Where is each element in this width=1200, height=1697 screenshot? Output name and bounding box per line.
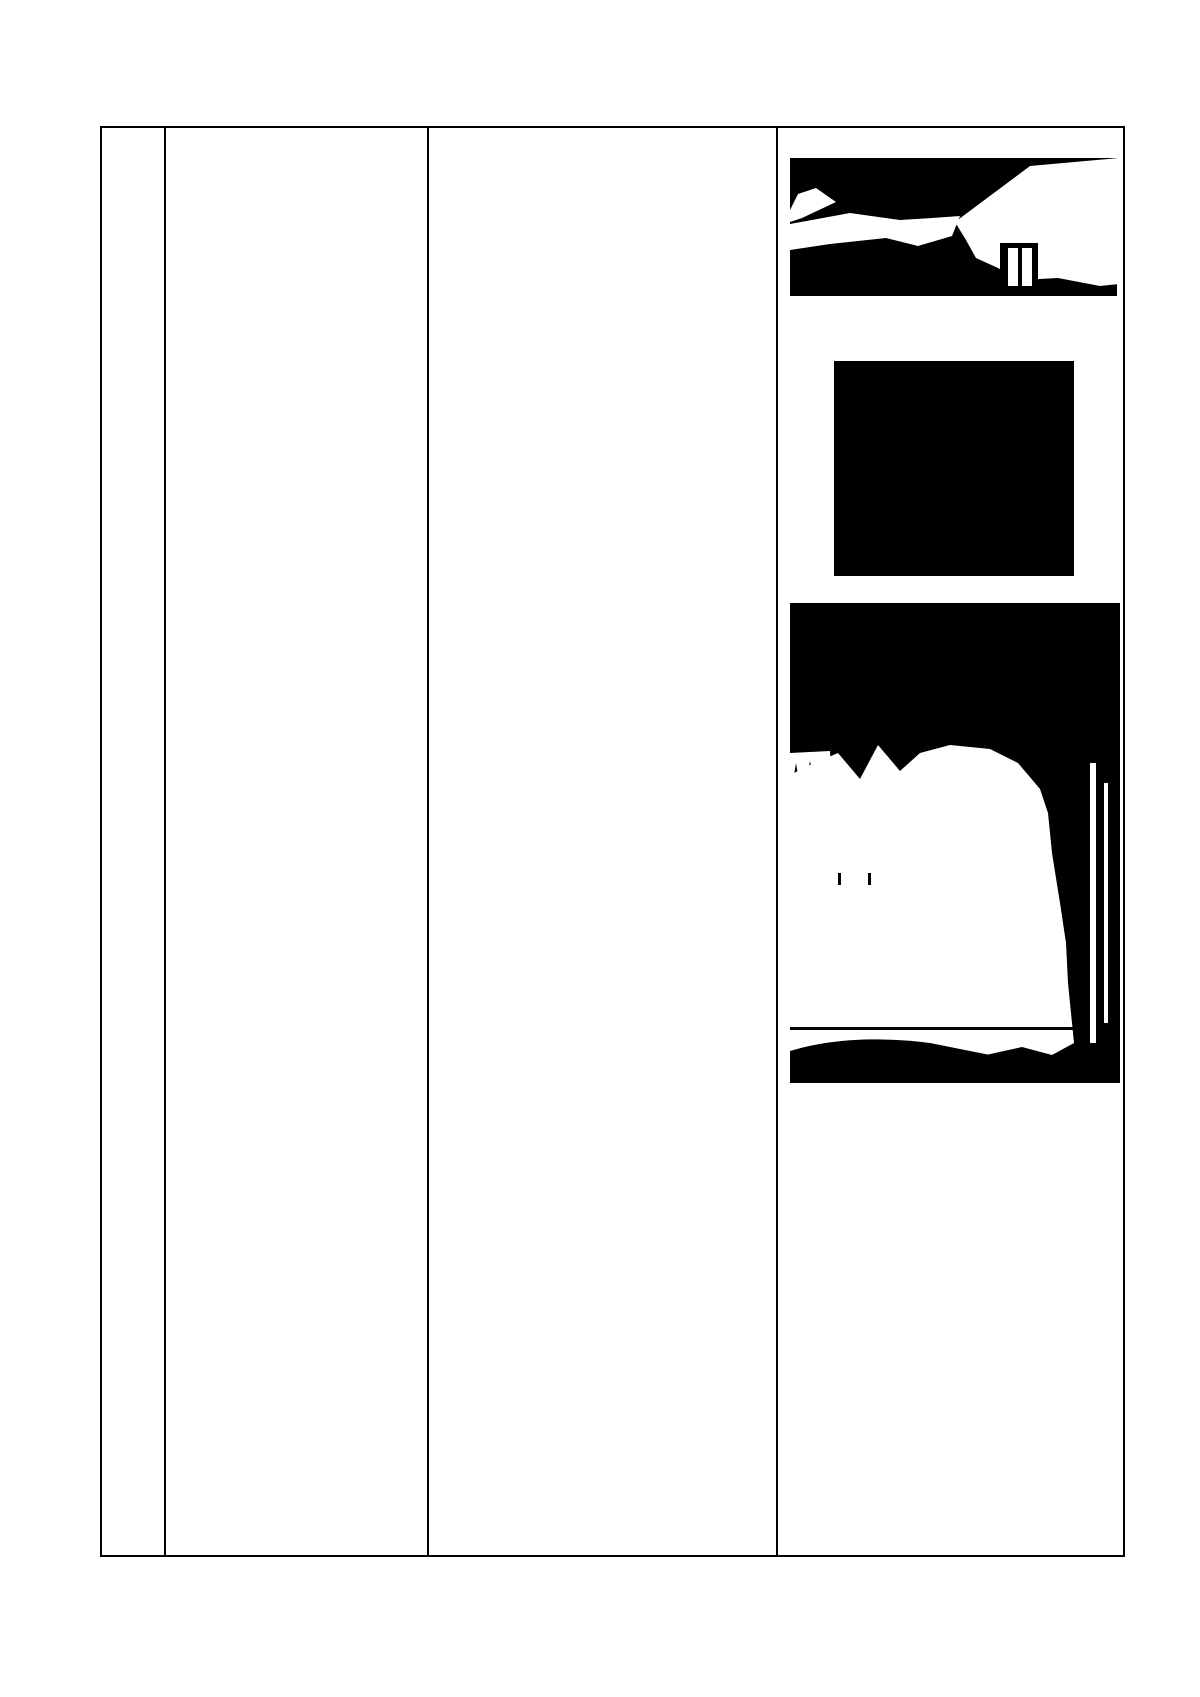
column-divider-2 [427,128,429,1555]
photo-oak-wall-panels [834,361,1074,576]
photo-room-47-cornice [790,158,1119,296]
column-divider-3 [776,128,778,1555]
photo-rooms-66-65-interior [790,603,1120,1083]
table [100,126,1125,1557]
column-divider-1 [164,128,166,1555]
